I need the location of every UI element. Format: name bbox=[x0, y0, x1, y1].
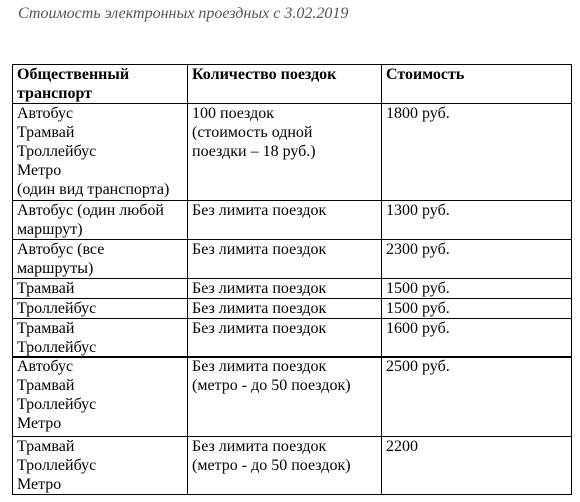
cell-trips: Без лимита поездок bbox=[188, 319, 382, 358]
cell-transport: Автобус Трамвай Троллейбус Метро bbox=[13, 357, 188, 437]
cell-trips: Без лимита поездок bbox=[188, 299, 382, 319]
cell-trips: Без лимита поездок bbox=[188, 201, 382, 240]
cell-transport: Трамвай Троллейбус bbox=[13, 319, 188, 358]
table-row bbox=[13, 437, 572, 495]
table-row bbox=[13, 240, 572, 279]
page-title: Стоимость электронных проездных с 3.02.2019 bbox=[18, 5, 349, 22]
header-transport: Общественный транспорт bbox=[13, 65, 188, 104]
cell-trips: Без лимита поездок (метро - до 50 поездок) bbox=[188, 357, 382, 437]
cell-price: 2500 руб. bbox=[382, 357, 572, 437]
cell-trips: 100 поездок (стоимость одной поездки – 18 руб.) bbox=[188, 104, 382, 201]
table-row bbox=[13, 201, 572, 240]
table-header-row bbox=[13, 65, 572, 104]
cell-transport: Автобус Трамвай Троллейбус Метро (один вид транспорта) bbox=[13, 104, 188, 201]
cell-price: 1500 руб. bbox=[382, 279, 572, 299]
table-row bbox=[13, 279, 572, 299]
fares-table bbox=[12, 64, 572, 358]
table-row bbox=[13, 104, 572, 201]
cell-price: 1300 руб. bbox=[382, 201, 572, 240]
cell-price: 1800 руб. bbox=[382, 104, 572, 201]
cell-transport: Троллейбус bbox=[13, 299, 188, 319]
cell-price: 2200 bbox=[382, 437, 572, 495]
cell-trips: Без лимита поездок bbox=[188, 279, 382, 299]
table-row bbox=[13, 319, 572, 358]
header-trips: Количество поездок bbox=[188, 65, 382, 104]
cell-price: 1500 руб. bbox=[382, 299, 572, 319]
fares-table-combined bbox=[12, 356, 572, 495]
cell-price: 1600 руб. bbox=[382, 319, 572, 358]
cell-transport: Трамвай Троллейбус Метро bbox=[13, 437, 188, 495]
header-price: Стоимость bbox=[382, 65, 572, 104]
table-row bbox=[13, 299, 572, 319]
cell-transport: Автобус (один любой маршрут) bbox=[13, 201, 188, 240]
cell-price: 2300 руб. bbox=[382, 240, 572, 279]
cell-transport: Трамвай bbox=[13, 279, 188, 299]
cell-trips: Без лимита поездок bbox=[188, 240, 382, 279]
table-row bbox=[13, 357, 572, 437]
cell-transport: Автобус (все маршруты) bbox=[13, 240, 188, 279]
cell-trips: Без лимита поездок (метро - до 50 поездок) bbox=[188, 437, 382, 495]
